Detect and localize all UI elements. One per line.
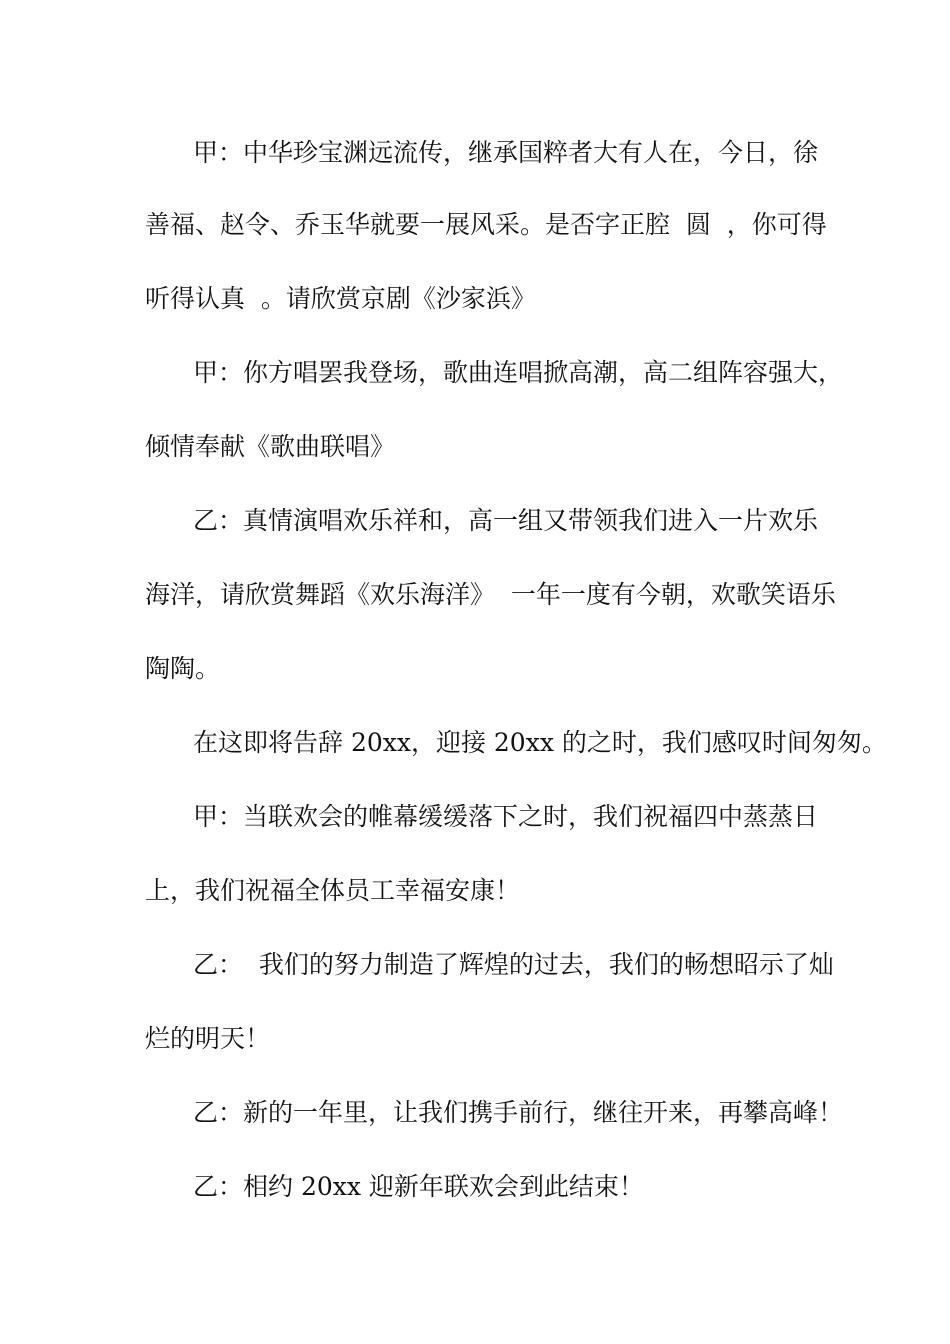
paragraph-2-line-1: 甲：你方唱罢我登场，歌曲连唱掀高潮，高二组阵容强大，	[193, 358, 844, 387]
paragraph-1-line-3: 听得认真 。请欣赏京剧《沙家浜》	[145, 284, 536, 313]
paragraph-3-line-1: 乙：真情演唱欢乐祥和，高一组又带领我们进入一片欢乐	[193, 506, 819, 535]
paragraph-1-line-1: 甲：中华珍宝渊远流传，继承国粹者大有人在，今日，徐	[193, 138, 819, 167]
paragraph-5-line-1: 甲：当联欢会的帷幕缓缓落下之时，我们祝福四中蒸蒸日	[193, 802, 819, 831]
paragraph-6-line-1: 乙： 我们的努力制造了辉煌的过去，我们的畅想昭示了灿	[193, 950, 834, 979]
paragraph-2-line-2: 倾情奉献《歌曲联唱》	[145, 432, 396, 461]
paragraph-6-line-2: 烂的明天！	[145, 1024, 271, 1053]
paragraph-1-line-2: 善福、赵令、乔玉华就要一展风采。是否字正腔 圆 ，你可得	[145, 210, 827, 239]
paragraph-7-line-1: 乙：新的一年里，让我们携手前行，继往开来，再攀高峰！	[193, 1098, 844, 1127]
paragraph-8-line-1: 乙：相约 20xx 迎新年联欢会到此结束！	[193, 1172, 644, 1201]
paragraph-3-line-3: 陶陶。	[145, 654, 221, 683]
paragraph-5-line-2: 上，我们祝福全体员工幸福安康！	[145, 876, 521, 905]
paragraph-3-line-2: 海洋，请欣赏舞蹈《欢乐海洋》 一年一度有今朝，欢歌笑语乐	[145, 580, 836, 609]
paragraph-4-line-1: 在这即将告辞 20xx，迎接 20xx 的之时，我们感叹时间匆匆。	[193, 728, 887, 757]
